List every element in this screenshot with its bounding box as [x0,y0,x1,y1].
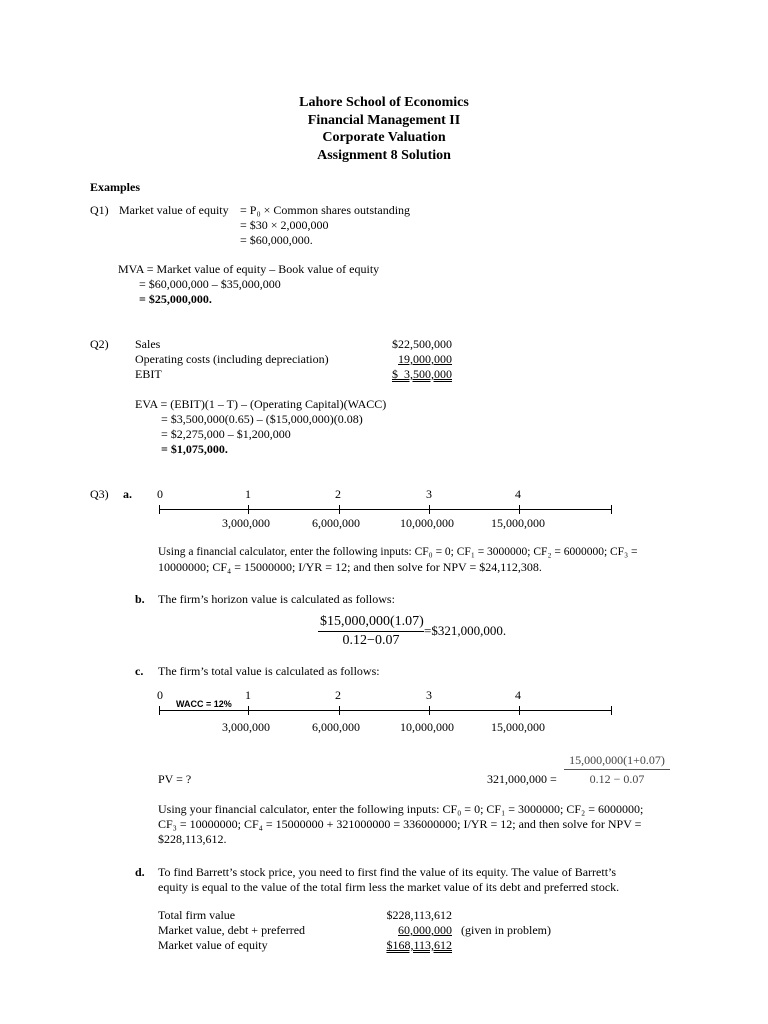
q3c-tick-2 [339,706,340,715]
title-course: Financial Management II [307,113,461,128]
q3d-equity-label: Market value of equity [158,938,268,952]
q1-line2: = $30 × 2,000,000 [240,218,329,232]
q3c-period-2: 2 [335,688,341,702]
q3c-hv-numerator: 15,000,000(1+0.07) [564,751,670,770]
q3a-tick-4 [519,505,520,514]
q3a-tick-end [611,505,612,514]
q3d-equity-value: $168,113,612 [386,938,452,952]
q1-mva-result: = $25,000,000. [139,292,212,306]
q1-line1-label: Market value of equity [119,203,229,217]
q3c-cf-4: 15,000,000 [491,720,545,734]
q3a-tick-3 [429,505,430,514]
q3c-tick-4 [519,706,520,715]
q3a-period-3: 3 [426,487,432,501]
q3c-pv: PV = ? [158,772,192,786]
q3a-cf-3: 10,000,000 [400,516,454,530]
q3b-numerator: $15,000,000(1.07) [318,613,424,632]
q2-sales-label: Sales [135,337,161,351]
q3a-letter: a. [123,487,132,501]
q3a-period-1: 1 [245,487,251,501]
q1-line1-formula: = P₀ × Common shares outstanding [240,203,411,217]
q3a-period-4: 4 [515,487,521,501]
q3b-result: =$321,000,000. [424,623,507,638]
q3c-hv-fraction [564,751,670,788]
q3c-tick-3 [429,706,430,715]
q3a-period-2: 2 [335,487,341,501]
q2-ebit-label: EBIT [135,367,162,381]
title-assignment: Assignment 8 Solution [317,148,451,163]
q2-label: Q2) [90,337,109,351]
q3a-cf-4: 15,000,000 [491,516,545,530]
q3d-paragraph [158,865,688,895]
q3a-period-0: 0 [157,487,163,501]
q3c-period-1: 1 [245,688,251,702]
q2-opcost-label: Operating costs (including depreciation) [135,352,329,366]
q3a-cf-2: 6,000,000 [312,516,360,530]
q3b-letter: b. [135,592,145,606]
q3c-text-line1: Using your financial calculator, enter the following inputs: CF₀ = 0; CF₁ = 3000000; CF₂ = 6000000; [158,802,644,816]
q3a-text [158,545,678,575]
q2-eva-result: = $1,075,000. [161,442,228,456]
q3c-paragraph [158,802,688,847]
q3c-period-0: 0 [157,688,163,702]
q3c-tick-0 [159,706,160,715]
q3c-letter: c. [135,664,144,678]
q3c-text: The firm’s total value is calculated as follows: [158,664,380,678]
q3c-period-4: 4 [515,688,521,702]
q3a-timeline-axis [159,509,612,510]
q2-sales-value: $22,500,000 [392,337,452,351]
q3d-total-label: Total firm value [158,908,236,922]
q3c-tick-1 [248,706,249,715]
q3c-hv-label: 321,000,000 = [487,772,557,786]
q3d-debt-label: Market value, debt + preferred [158,923,306,937]
q3c-hv-denominator: 0.12 − 0.07 [589,772,645,786]
q3-label: Q3) [90,487,109,501]
q3c-cf-1: 3,000,000 [222,720,270,734]
q3c-cf-3: 10,000,000 [400,720,454,734]
q3a-tick-2 [339,505,340,514]
q3b-fraction [318,613,424,650]
q3d-total-value: $228,113,612 [386,908,452,922]
q2-eva-step1: = $3,500,000(0.65) – ($15,000,000)(0.08) [161,412,363,426]
q3a-text-line2: 10000000; CF₄ = 15000000; I/YR = 12; and then solve for NPV = $24,112,308. [158,560,542,574]
q3b-denominator: 0.12−0.07 [342,633,400,648]
q1-label: Q1) [90,203,109,217]
q2-ebit-value: $ 3,500,000 [392,367,452,381]
title-topic: Corporate Valuation [322,130,446,145]
q3c-period-3: 3 [426,688,432,702]
q1-mva-step: = $60,000,000 – $35,000,000 [139,277,281,291]
q3c-text-line2: CF₃ = 10000000; CF₄ = 15000000 + 321000000 = 336000000; I/YR = 12; and then solve for NPV = [158,817,642,831]
q3a-tick-1 [248,505,249,514]
q3d-text-line2: equity is equal to the value of the total firm less the market value of its debt and preferred stock. [158,880,620,894]
q3a-cf-1: 3,000,000 [222,516,270,530]
q3d-debt-note: (given in problem) [461,923,551,937]
q3a-tick-0 [159,505,160,514]
q1-mva-formula: MVA = Market value of equity – Book value of equity [118,262,380,276]
q1-line3: = $60,000,000. [240,233,313,247]
q3d-text-line1: To find Barrett’s stock price, you need to first find the value of its equity. The value of Barrett’s [158,865,617,879]
q3c-timeline-axis [159,710,612,711]
q3a-text-line1: Using a financial calculator, enter the following inputs: CF₀ = 0; CF₁ = 3000000; CF₂ = 6000000; CF₃ = [158,546,638,558]
q3d-debt-value: 60,000,000 [398,923,452,937]
q3c-cf-2: 6,000,000 [312,720,360,734]
q2-eva-step2: = $2,275,000 – $1,200,000 [161,427,291,441]
q2-opcost-value: 19,000,000 [398,352,452,366]
q3c-text-line3: $228,113,612. [158,832,227,846]
q2-eva-formula: EVA = (EBIT)(1 – T) – (Operating Capital)(WACC) [135,397,387,411]
title-school: Lahore School of Economics [299,95,469,110]
q3d-letter: d. [135,865,145,879]
q3c-tick-end [611,706,612,715]
examples-heading: Examples [90,180,141,194]
q3b-text: The firm’s horizon value is calculated as follows: [158,592,395,606]
q3c-wacc-label: WACC = 12% [176,699,232,709]
